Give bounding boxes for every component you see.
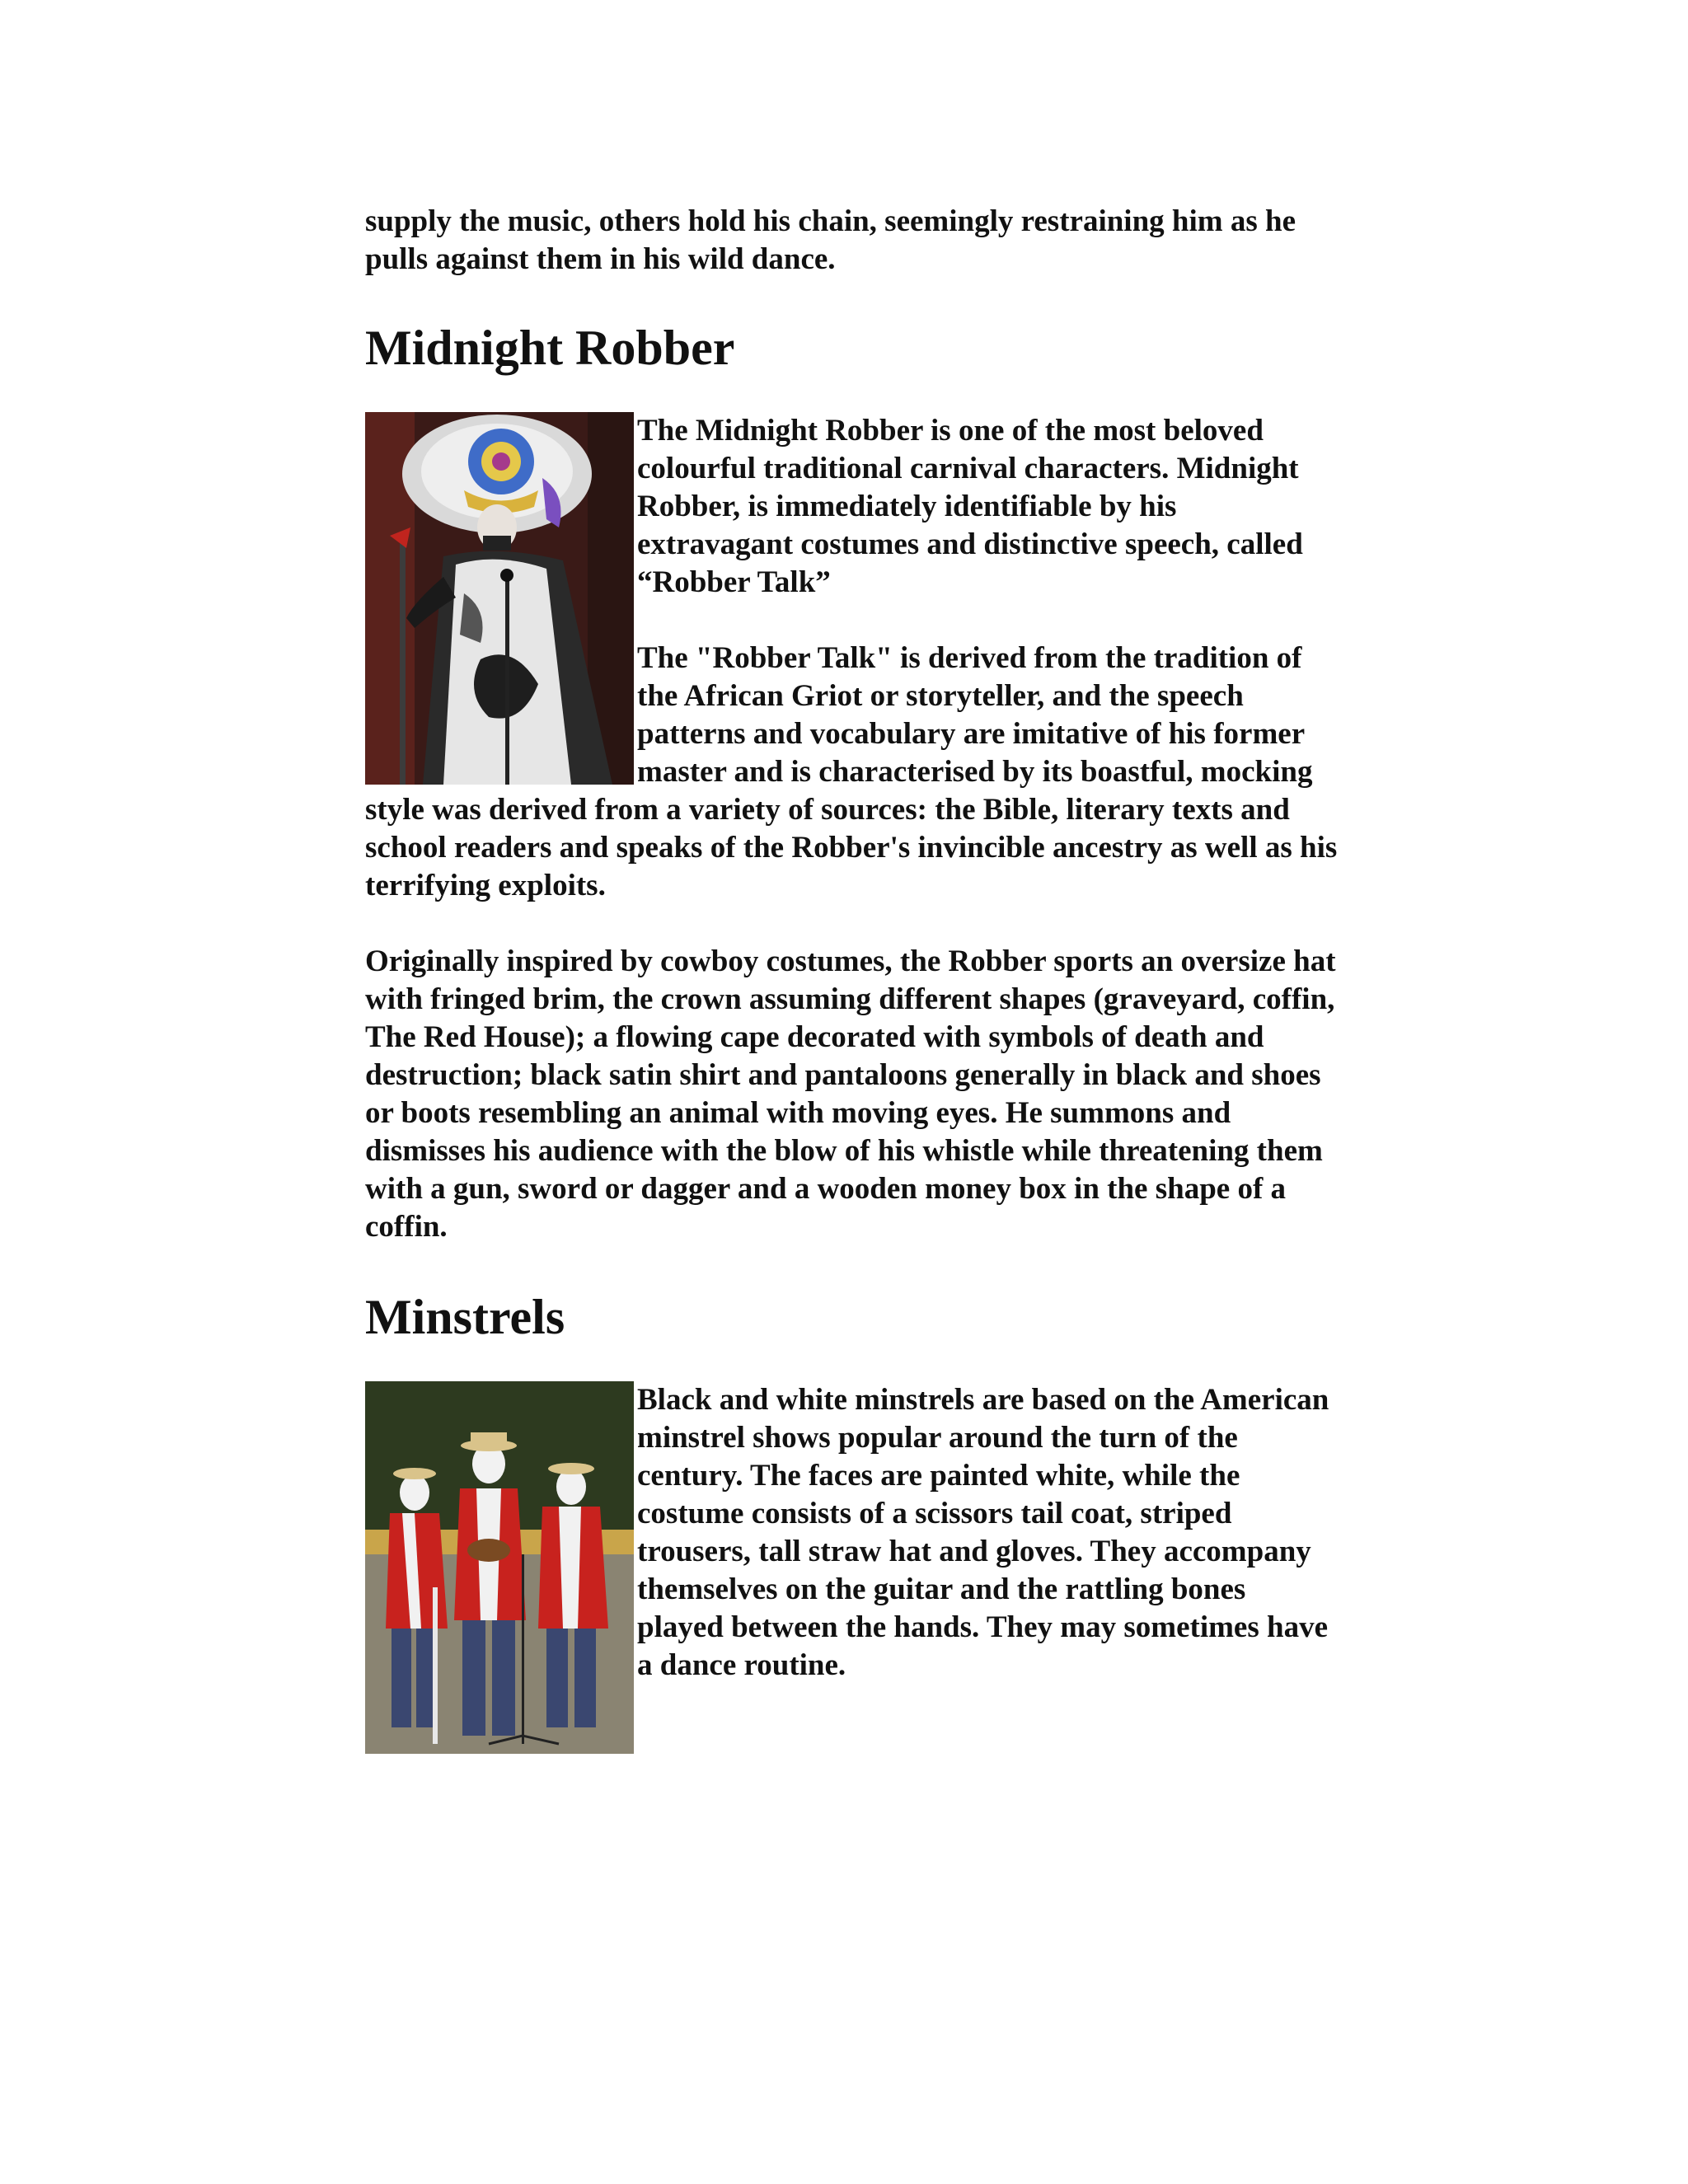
midnight-robber-photo (365, 412, 634, 785)
midnight-robber-section (365, 412, 1338, 1246)
minstrels-paragraph-1: Black and white minstrels are based on the American minstrel shows popular around the turn of the century. The faces are painted white, while the costume consists of a scissors tail coat, striped trousers, tall straw hat and gloves. They accompany themselves on the guitar and the rattling bones played between the hands. They may sometimes have a dance routine. (637, 1383, 1329, 1682)
midnight-robber-heading: Midnight Robber (365, 321, 735, 375)
midnight-robber-paragraph-3: Originally inspired by cowboy costumes, the Robber sports an oversize hat with fringed brim, the crown assuming different shapes (graveyard, coffin, The Red House); a flowing cape decorated with symbols of death and destruction; black satin shirt and pantaloons generally in black and shoes or boots resembling an animal with moving eyes. He summons and dismisses his audience with the blow of his whistle while threatening them with a gun, sword or dagger and a wooden money box in the shape of a coffin. (365, 944, 1336, 1244)
document-page (365, 194, 1338, 1754)
intro-paragraph: supply the music, others hold his chain, seemingly restraining him as he pulls against them in his wild dance. (365, 204, 1296, 276)
minstrels-heading: Minstrels (365, 1290, 565, 1344)
midnight-robber-paragraph-2: The "Robber Talk" is derived from the tradition of the African Griot or storyteller, and the speech patterns and vocabulary are imitative of his former master and is characterised by its boastful, mocking style was derived from a variety of sources: the Bible, literary texts and school readers and speaks of the Robber's invincible ancestry as well as his terrifying exploits. (365, 641, 1338, 902)
minstrels-photo (365, 1381, 634, 1754)
midnight-robber-paragraph-1: The Midnight Robber is one of the most beloved colourful traditional carnival characters. Midnight Robber, is immediately identifiable by his extravagant costumes and distinctive speech, called “Robber Talk” (637, 414, 1303, 599)
minstrels-section (365, 1381, 1338, 1754)
